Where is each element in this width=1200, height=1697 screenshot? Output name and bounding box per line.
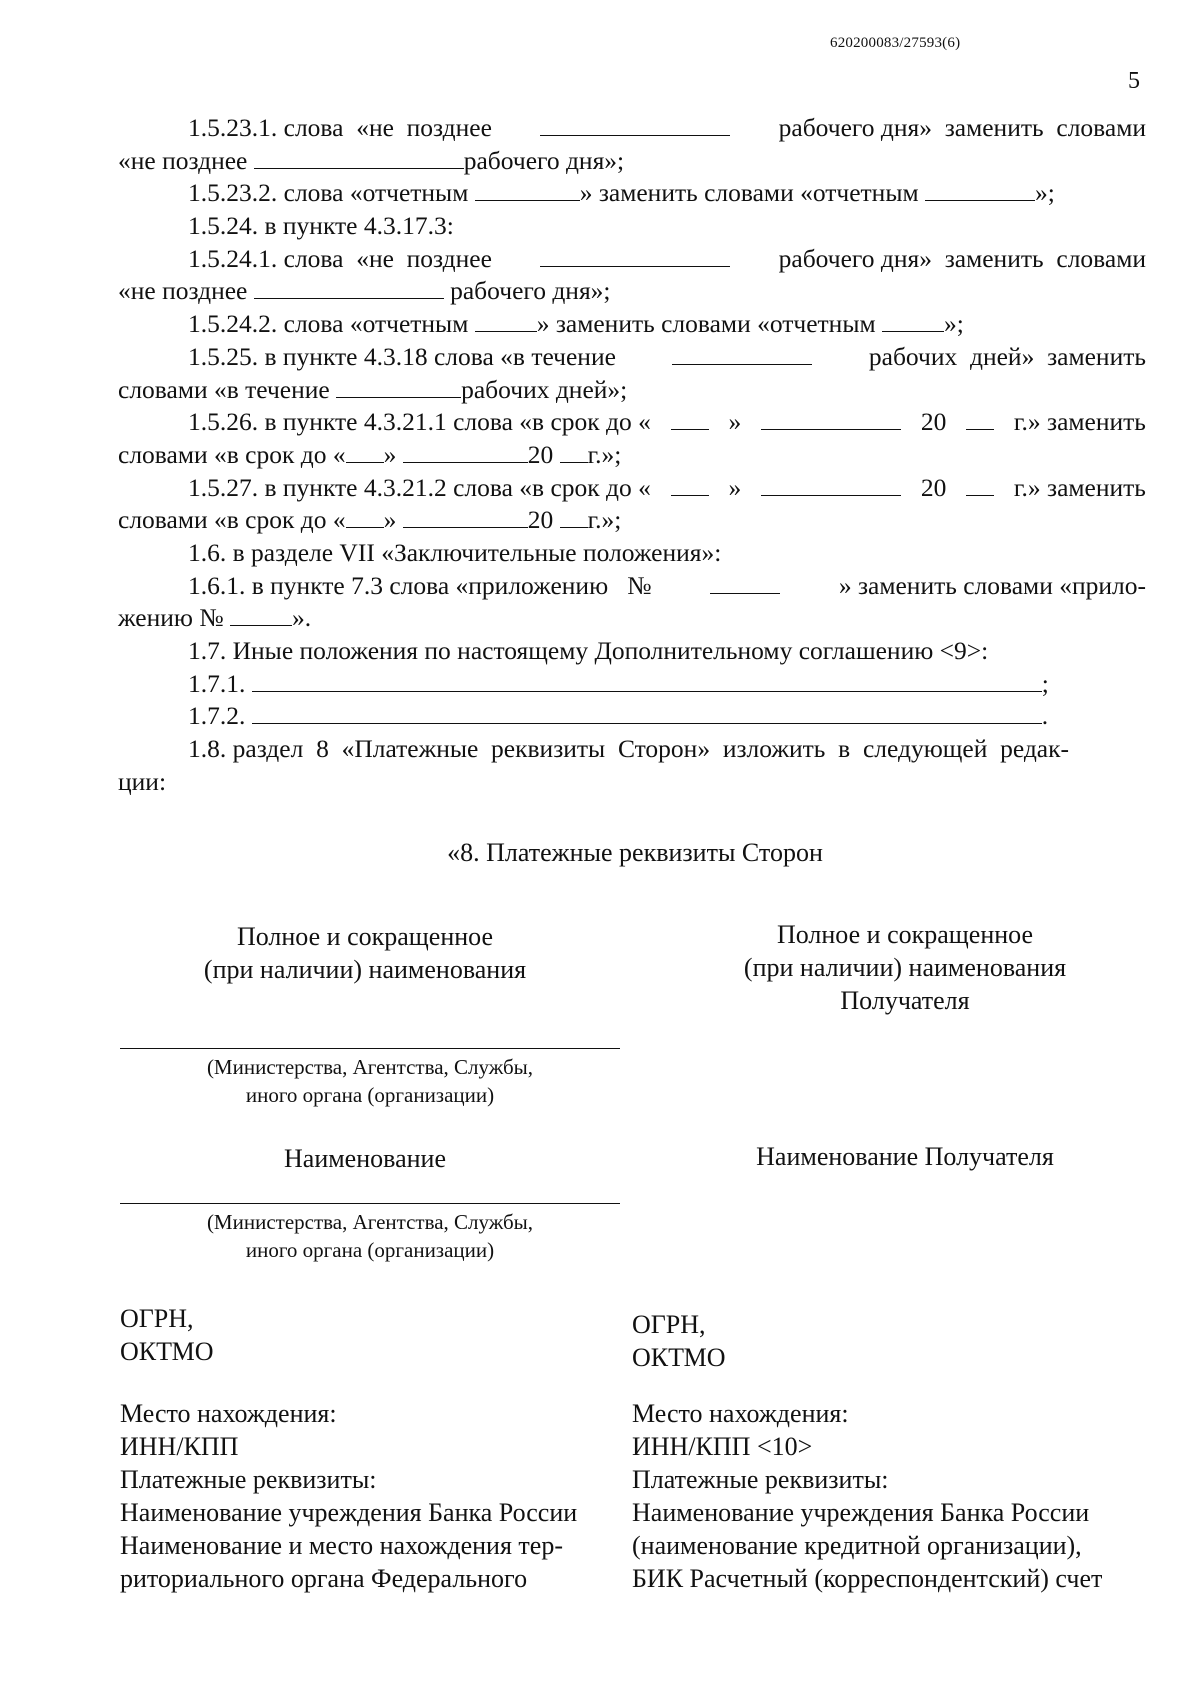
blank-field xyxy=(761,473,901,496)
page-number: 5 xyxy=(1128,68,1140,94)
left-full-name-heading: Полное и сокращенное (при наличии) наименования xyxy=(203,922,527,984)
list-item: 1.5.25. в пункте 4.3.18 слова «в течение рабочих дней» заменить xyxy=(188,341,1146,371)
blank-field xyxy=(475,309,537,332)
right-ogrn-block: ОГРН, ОКТМО xyxy=(632,1310,726,1372)
list-item: 1.5.24.2. слова «отчетным » заменить словами «отчетным »; xyxy=(188,309,964,339)
right-name-heading: Наименование Получателя xyxy=(756,1142,1054,1171)
blank-field xyxy=(254,276,444,299)
right-requisites-block: Место нахождения: ИНН/КПП <10> Платежные реквизиты: Наименование учреждения Банка России (наименование кредитной организации), БИК Расчетный (корреспондентский) счет xyxy=(632,1399,1103,1593)
list-item: 1.6.1. в пункте 7.3 слова «приложению № » заменить словами «прило- xyxy=(188,570,1146,600)
blank-field xyxy=(882,309,944,332)
list-item: 1.7. Иные положения по настоящему Дополнительному соглашению <9>: xyxy=(188,636,989,665)
list-item: 1.7.2. . xyxy=(188,701,1049,731)
left-requisites-block: Место нахождения: ИНН/КПП Платежные реквизиты: Наименование учреждения Банка России Наименование и место нахождения тер- риториального органа Федерального xyxy=(120,1399,578,1593)
blank-field xyxy=(710,571,780,594)
list-item: 1.5.23.1. слова «не позднее рабочего дня» заменить словами xyxy=(188,113,1146,142)
list-item: 1.5.23.2. слова «отчетным » заменить словами «отчетным »; xyxy=(188,178,1055,208)
blank-field xyxy=(671,473,709,496)
blank-field xyxy=(761,407,901,430)
blank-field xyxy=(252,701,1042,724)
ministry-note: (Министерства, Агентства, Службы, иного органа (организации) xyxy=(206,1055,534,1107)
list-item: 1.6. в разделе VII «Заключительные положения»: xyxy=(188,537,722,567)
ministry-note: (Министерства, Агентства, Службы, иного органа (организации) xyxy=(206,1210,534,1262)
list-item: словами «в срок до « » 20 г.»; xyxy=(118,505,622,535)
blank-field xyxy=(672,342,812,365)
blank-field xyxy=(346,440,384,463)
list-item: жению № ». xyxy=(118,603,312,633)
document-id: 620200083/27593(6) xyxy=(830,35,961,51)
signature-line xyxy=(120,1048,620,1049)
blank-field xyxy=(230,603,292,626)
list-item: 1.5.24. в пункте 4.3.17.3: xyxy=(188,211,454,241)
list-item: 1.7.1. ; xyxy=(188,668,1049,698)
left-name-heading: Наименование xyxy=(284,1144,446,1173)
signature-line xyxy=(120,1203,620,1204)
list-item: ции: xyxy=(118,766,167,796)
left-ogrn-block: ОГРН, ОКТМО xyxy=(120,1304,214,1366)
blank-field xyxy=(560,505,588,528)
blank-field xyxy=(346,505,384,528)
list-item: «не позднее рабочего дня»; xyxy=(118,276,611,306)
blank-field xyxy=(252,669,1042,692)
blank-field xyxy=(254,146,464,169)
blank-field xyxy=(540,244,730,267)
list-item: 1.8. раздел 8 «Платежные реквизиты Сторон» изложить в следующей редак- xyxy=(188,734,1070,764)
list-item: 1.5.27. в пункте 4.3.21.2 слова «в срок до « » 20 г.» заменить xyxy=(188,472,1146,502)
blank-field xyxy=(966,407,994,430)
blank-field xyxy=(336,375,461,398)
right-full-name-heading: Полное и сокращенное (при наличии) наименования Получателя xyxy=(743,920,1067,1015)
blank-field xyxy=(560,440,588,463)
amendment-list xyxy=(118,112,1146,798)
blank-field xyxy=(671,407,709,430)
list-item: 1.5.26. в пункте 4.3.21.1 слова «в срок до « » 20 г.» заменить xyxy=(188,407,1146,437)
section-title: «8. Платежные реквизиты Сторон xyxy=(447,838,823,867)
list-item: 1.5.24.1. слова «не позднее рабочего дня» заменить словами xyxy=(188,243,1146,273)
blank-field xyxy=(540,113,730,136)
blank-field xyxy=(403,440,528,463)
blank-field xyxy=(475,178,580,201)
blank-field xyxy=(403,505,528,528)
list-item: словами «в срок до « » 20 г.»; xyxy=(118,439,622,469)
blank-field xyxy=(925,178,1035,201)
list-item: «не позднее рабочего дня»; xyxy=(118,145,625,175)
list-item: словами «в течение рабочих дней»; xyxy=(118,374,628,404)
blank-field xyxy=(966,473,994,496)
